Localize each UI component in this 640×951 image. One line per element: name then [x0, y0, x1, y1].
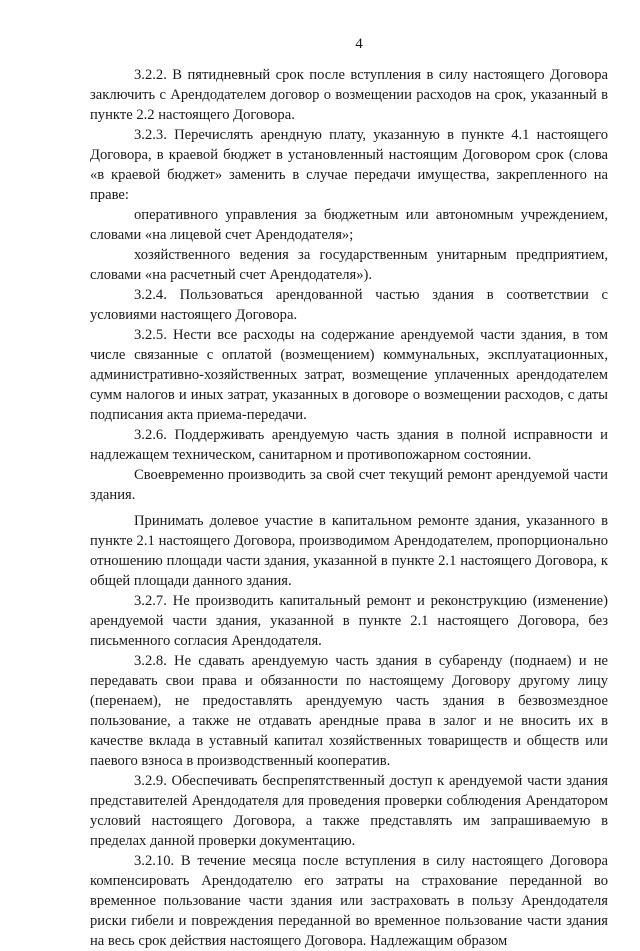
clause-3-2-5: 3.2.5. Нести все расходы на содержание арендуемой части здания, в том числе связанные с оплатой (возмещением) коммунальных, эксплуатационных, административно-хозяйственных затрат, возмещение уплаченных арендодателем сумм налогов и иных затрат, указанных в договоре о возмещении расходов, с даты подписания акта приема-передачи. — [90, 327, 608, 423]
clause-3-2-4: 3.2.4. Пользоваться арендованной частью здания в соответствии с условиями настоящего Договора. — [90, 287, 608, 323]
clause-3-2-8: 3.2.8. Не сдавать арендуемую часть здания в субаренду (поднаем) и не передавать свои права и обязанности по настоящему Договору другому лицу (перенаем), не предоставлять арендуемую часть здания в безвозмездное пользование, а также не отдавать арендные права в залог и не вносить их в качестве вклада в уставный капитал хозяйственных товариществ и обществ или паевого взноса в производственный кооператив. — [90, 653, 608, 769]
clause-3-2-3-operational-management: оперативного управления за бюджетным или автономным учреждением, словами «на лицевой счет Арендодателя»; — [90, 207, 608, 243]
clause-3-2-9: 3.2.9. Обеспечивать беспрепятственный доступ к арендуемой части здания представителей Арендодателя для проведения проверки соблюдения Арендатором условий настоящего Договора, а также представлять им запрашиваемую в пределах данной проверки документацию. — [90, 773, 608, 849]
clause-3-2-10: 3.2.10. В течение месяца после вступления в силу настоящего Договора компенсировать Арендодателю его затраты на страхование переданной во временное пользование части здания или застраховать в пользу Арендодателя риски гибели и повреждения переданной во временное пользование части здания на весь срок действия настоящего Договора. Надлежащим образом — [90, 853, 608, 949]
clause-3-2-2: 3.2.2. В пятидневный срок после вступления в силу настоящего Договора заключить с Арендодателем договор о возмещении расходов на срок, указанный в пункте 2.2 настоящего Договора. — [90, 67, 608, 123]
clause-3-2-3: 3.2.3. Перечислять арендную плату, указанную в пункте 4.1 настоящего Договора, в краевой бюджет в установленный настоящим Договором срок (слова «в краевой бюджет» заменить в случае передачи имущества, закрепленного на праве: — [90, 127, 608, 203]
page-number: 4 — [355, 36, 363, 52]
clause-3-2-3-economic-management: хозяйственного ведения за государственным унитарным предприятием, словами «на расчетный счет Арендодателя»). — [90, 247, 608, 283]
clause-3-2-6-capital-repair: Принимать долевое участие в капитальном ремонте здания, указанного в пункте 2.1 настоящего Договора, производимом Арендодателем, пропорционально отношению площади части здания, указанной в пункте 2.1 настоящего Договора, к общей площади данного здания. — [90, 513, 608, 589]
clause-3-2-6-current-repair: Своевременно производить за свой счет текущий ремонт арендуемой части здания. — [90, 467, 608, 503]
clause-3-2-6: 3.2.6. Поддерживать арендуемую часть здания в полной исправности и надлежащем техническом, санитарном и противопожарном состоянии. — [90, 427, 608, 463]
clause-3-2-7: 3.2.7. Не производить капитальный ремонт и реконструкцию (изменение) арендуемой части здания, указанной в пункте 2.1 настоящего Договора, без письменного согласия Арендодателя. — [90, 593, 608, 649]
